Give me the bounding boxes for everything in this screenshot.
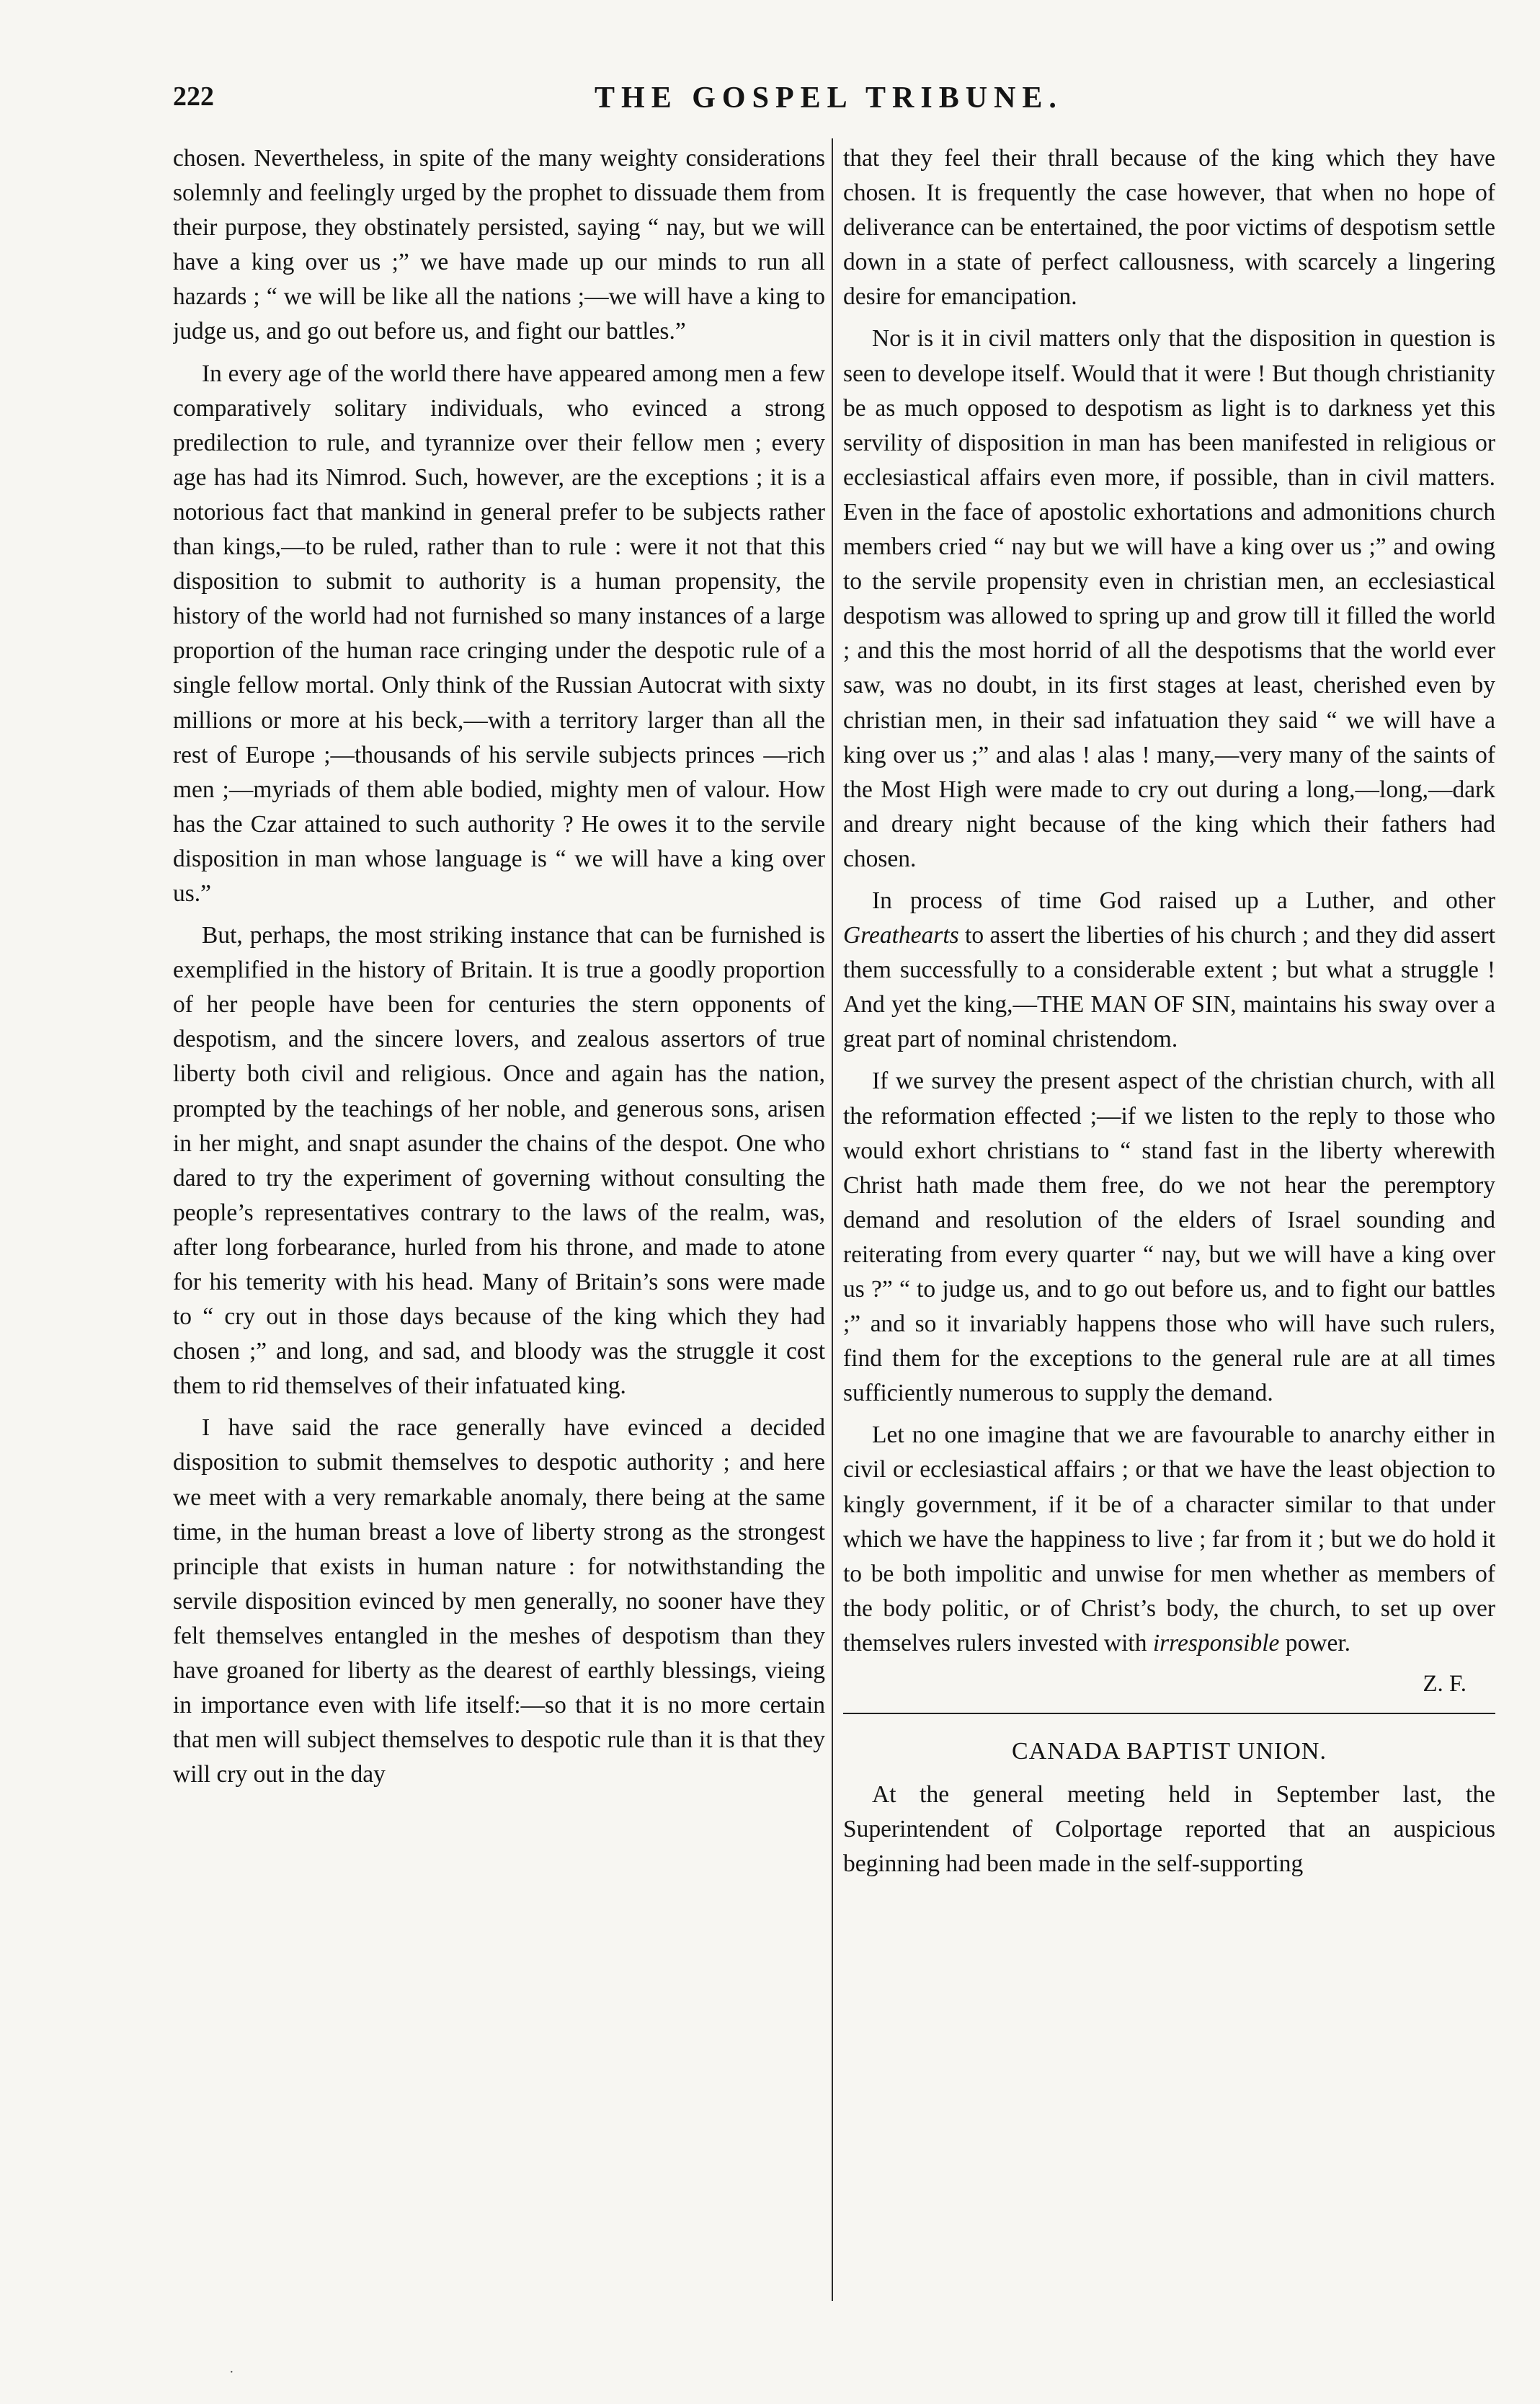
left-paragraph-1: chosen. Nevertheless, in spite of the many weighty considerations solemnly and feelingly urged by the prophet to dissuade them from their purpose, they obstinately persisted, saying “ nay, but we will have a king over us ;” we have made up our minds to run all hazards ; “ we will be like all the nations ;—we will have a king to judge us, and go out before us, and fight our battles.” [173,145,825,345]
page-number: 222 [173,81,214,112]
left-column [173,141,825,2325]
section-separator [843,1713,1495,1714]
running-head [173,81,1485,124]
right-paragraph-3-end: to assert the liberties of his church ; and they did assert them successfully to a considerable extent ; but what a struggle ! And yet the king,—THE MAN OF SIN, maintains his sway over a great part of nominal christendom. [843,922,1495,1053]
left-paragraph-3: But, perhaps, the most striking instance that can be furnished is exemplified in the history of Britain. It is true a goodly proportion of her people have been for centuries the stern opponents of despotism, and the sincere lovers, and zealous assertors of true liberty both civil and religious. Once and again has the nation, prompted by the teachings of her noble, and generous sons, arisen in her might, and snapt asunder the chains of the despot. One who dared to try the experiment of governing without consulting the people’s representatives contrary to the laws of the realm, was, after long forbearance, hurled from his throne, and made to atone for his temerity with his head. Many of Britain’s sons were made to “ cry out in those days because of the king which they had chosen ;” and long, and sad, and bloody was the struggle it cost them to rid themselves of their infatuated king. [173,922,825,1400]
right-paragraph-5 [843,1418,1495,1661]
section-heading: CANADA BAPTIST UNION. [1012,1738,1327,1765]
right-paragraph-3 [843,884,1495,1057]
stray-mark: · [229,2364,234,2380]
right-paragraph-5-end: power. [1279,1629,1351,1656]
right-paragraph-1: that they feel their thrall because of the king which they have chosen. It is frequently the case however, that when no hope of deliverance can be entertained, the poor victims of despotism settle down in a state of perfect callousness, with scarcely a lingering desire for emancipation. [843,145,1495,311]
author-signature: Z. F. [1423,1671,1466,1698]
right-paragraph-4: If we survey the present aspect of the christian church, with all the reformation effected ;—if we listen to the reply to those who would exhort christians to “ stand fast in the liberty wherewith Christ hath made them free, do we not hear the peremptory demand and resolution of the elders of Israel sounding and reiterating from every quarter “ nay, but we will have a king over us ?” “ to judge us, and to go out before us, and to fight our battles ;” and so it invariably happens those who will have such rulers, find them for the exceptions to the general rule are at all times sufficiently numerous to supply the demand. [843,1068,1495,1407]
irresponsible-italic: irresponsible [1152,1629,1280,1656]
journal-title: THE GOSPEL TRIBUNE. [595,81,1063,115]
column-divider [832,138,833,2301]
right-paragraph-2: Nor is it in civil matters only that the disposition in question is seen to develope itself. Would that it were ! But though christianity be as much opposed to despotism as light is to darkness yet this servility of disposition in man has been manifested in religious or ecclesiastical affairs even more, if possible, than in civil matters. Even in the face of apostolic exhortations and admonitions church members cried “ nay but we will have a king over us ;” and owing to the servile propensity even in christian men, an ecclesiastical despotism was allowed to spring up and grow till it filled the world ; and this the most horrid of all the despotisms that the world ever saw, was no doubt, in its first stages at least, cherished even by christian men, in their sad infatuation they said “ we will have a king over us ;” and alas ! alas ! many,—very many of the saints of the Most High were made to cry out during a long,—long,—dark and dreary night because of the king which their fathers had chosen. [843,325,1495,872]
right-paragraph-5-start: Let no one imagine that we are favourable to anarchy either in civil or ecclesiastical affairs ; or that we have the least objection to kingly government, if it be of a character similar to that under which we have the happiness to live ; far from it ; but we do hold it to be both impolitic and unwise for men whether as members of the body politic, or of Christ’s body, the church, to set up over themselves rulers invested with [843,1421,1495,1656]
right-paragraph-3-start: In process of time God raised up a Luther, and other [872,887,1495,914]
right-paragraph-6: At the general meeting held in September last, the Superintendent of Colportage reported that an auspicious beginning had been made in the self-supporting [843,1781,1495,1878]
greathearts-italic: Greathearts [843,922,959,949]
left-paragraph-4: I have said the race generally have evinced a decided disposition to submit themselves to despotic authority ; and here we meet with a very remarkable anomaly, there being at the same time, in the human breast a love of liberty strong as the strongest principle that exists in human nature : for notwithstanding the servile disposition evinced by men generally, no sooner have they felt themselves entangled in the meshes of despotism than they have groaned for liberty as the dearest of earthly blessings, vieing in importance even with life itself:—so that it is no more certain that men will subject themselves to despotic rule than it is that they will cry out in the day [173,1414,825,1788]
right-column [843,141,1495,2325]
left-paragraph-2: In every age of the world there have appeared among men a few comparatively solitary individuals, who evinced a strong predilection to rule, and tyrannize over their fellow men ; every age has had its Nimrod. Such, however, are the exceptions ; it is a notorious fact that mankind in general prefer to be subjects rather than kings,—to be ruled, rather than to rule : were it not that this disposition to submit to authority is a human propensity, the history of the world had not furnished so many instances of a large proportion of the human race cringing under the despotic rule of a single fellow mortal. Only think of the Russian Autocrat with sixty millions or more at his beck,—with a territory larger than all the rest of Europe ;—thousands of his servile subjects princes —rich men ;—myriads of them able bodied, mighty men of valour. How has the Czar attained to such authority ? He owes it to the servile disposition in man whose language is “ we will have a king over us.” [173,360,825,907]
